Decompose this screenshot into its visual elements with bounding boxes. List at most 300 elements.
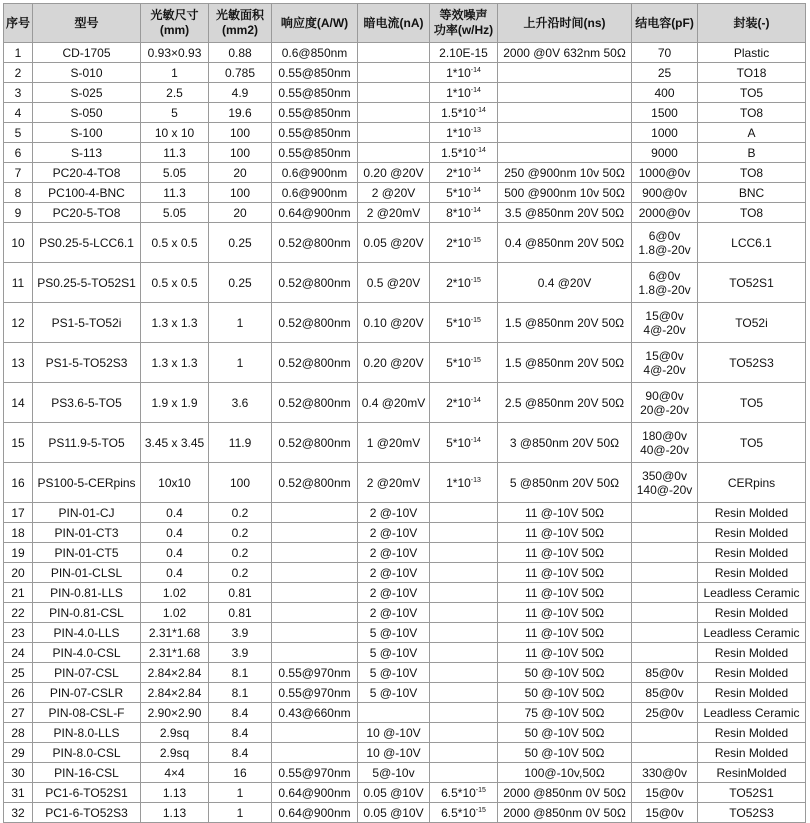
cell-cap — [632, 523, 698, 543]
cell-size: 0.93×0.93 — [141, 43, 209, 63]
header-row — [4, 4, 806, 43]
table-row — [4, 683, 806, 703]
cell-size: 0.4 — [141, 523, 209, 543]
cell-seq: 10 — [4, 223, 33, 263]
cell-model: PIN-8.0-LLS — [33, 723, 141, 743]
cell-pkg: TO8 — [698, 203, 806, 223]
cell-pkg: Resin Molded — [698, 723, 806, 743]
cell-nep — [430, 503, 498, 523]
cell-rise — [498, 143, 632, 163]
cell-rise: 75 @-10V 50Ω — [498, 703, 632, 723]
cell-size: 3.45 x 3.45 — [141, 423, 209, 463]
cell-area: 3.9 — [209, 643, 272, 663]
cell-dark — [358, 83, 430, 103]
cell-cap — [632, 743, 698, 763]
cell-pkg: TO52S1 — [698, 263, 806, 303]
table-header — [4, 4, 806, 43]
cell-size: 1 — [141, 63, 209, 83]
cell-size: 1.3 x 1.3 — [141, 303, 209, 343]
cell-cap — [632, 503, 698, 523]
cell-seq: 8 — [4, 183, 33, 203]
cell-size: 2.31*1.68 — [141, 643, 209, 663]
cell-resp: 0.6@900nm — [272, 183, 358, 203]
cell-dark: 2 @-10V — [358, 563, 430, 583]
table-row — [4, 703, 806, 723]
cell-dark: 10 @-10V — [358, 723, 430, 743]
cell-area: 100 — [209, 463, 272, 503]
cell-resp — [272, 503, 358, 523]
cell-resp: 0.64@900nm — [272, 203, 358, 223]
cell-area: 0.25 — [209, 263, 272, 303]
cell-rise: 11 @-10V 50Ω — [498, 523, 632, 543]
cell-dark: 5@-10v — [358, 763, 430, 783]
cell-nep: $2*10^{-15}$ — [430, 223, 498, 263]
cell-rise: 11 @-10V 50Ω — [498, 603, 632, 623]
column-header-seq: 序号 — [4, 4, 33, 43]
cell-model: PIN-01-CT3 — [33, 523, 141, 543]
cell-area: 1 — [209, 803, 272, 823]
cell-model: PIN-07-CSLR — [33, 683, 141, 703]
cell-cap — [632, 583, 698, 603]
cell-resp: 0.52@800nm — [272, 463, 358, 503]
cell-dark: 2 @20mV — [358, 463, 430, 503]
cell-seq: 12 — [4, 303, 33, 343]
cell-rise: 0.4 @850nm 20V 50Ω — [498, 223, 632, 263]
cell-model: PIN-4.0-LLS — [33, 623, 141, 643]
cell-dark — [358, 123, 430, 143]
cell-resp: 0.55@850nm — [272, 83, 358, 103]
cell-dark: 5 @-10V — [358, 623, 430, 643]
cell-dark: 10 @-10V — [358, 743, 430, 763]
table-row — [4, 143, 806, 163]
column-header-pkg: 封装(-) — [698, 4, 806, 43]
cell-nep: $1*10^{-14}$ — [430, 63, 498, 83]
cell-seq: 6 — [4, 143, 33, 163]
cell-resp: 0.52@800nm — [272, 343, 358, 383]
cell-cap: 85@0v — [632, 683, 698, 703]
cell-resp: 0.55@970nm — [272, 683, 358, 703]
table-row — [4, 563, 806, 583]
cell-seq: 9 — [4, 203, 33, 223]
table-row — [4, 503, 806, 523]
cell-nep: $2*10^{-14}$ — [430, 383, 498, 423]
cell-seq: 20 — [4, 563, 33, 583]
cell-dark: 5 @-10V — [358, 683, 430, 703]
cell-resp: 0.55@970nm — [272, 763, 358, 783]
cell-size: 0.5 x 0.5 — [141, 223, 209, 263]
cell-resp: 0.52@800nm — [272, 383, 358, 423]
cell-area: 0.2 — [209, 543, 272, 563]
cell-seq: 22 — [4, 603, 33, 623]
cell-rise: 50 @-10V 50Ω — [498, 723, 632, 743]
cell-nep: $1.5*10^{-14}$ — [430, 143, 498, 163]
table-row — [4, 663, 806, 683]
cell-pkg: Resin Molded — [698, 543, 806, 563]
cell-nep: $2*10^{-14}$ — [430, 163, 498, 183]
cell-dark: 0.05 @10V — [358, 783, 430, 803]
cell-rise: 3.5 @850nm 20V 50Ω — [498, 203, 632, 223]
cell-model: S-100 — [33, 123, 141, 143]
table-row — [4, 723, 806, 743]
cell-pkg: Leadless Ceramic — [698, 703, 806, 723]
table-row — [4, 83, 806, 103]
cell-dark: 5 @-10V — [358, 663, 430, 683]
cell-pkg: TO5 — [698, 383, 806, 423]
cell-pkg: A — [698, 123, 806, 143]
cell-resp: 0.43@660nm — [272, 703, 358, 723]
cell-resp: 0.55@850nm — [272, 63, 358, 83]
cell-resp — [272, 543, 358, 563]
cell-resp — [272, 623, 358, 643]
cell-rise — [498, 123, 632, 143]
cell-resp: 0.52@800nm — [272, 423, 358, 463]
cell-rise: 1.5 @850nm 20V 50Ω — [498, 303, 632, 343]
cell-pkg: TO5 — [698, 83, 806, 103]
cell-area: 100 — [209, 143, 272, 163]
cell-pkg: Resin Molded — [698, 683, 806, 703]
cell-rise: 0.4 @20V — [498, 263, 632, 303]
cell-nep — [430, 603, 498, 623]
cell-cap: 2000@0v — [632, 203, 698, 223]
table-row — [4, 123, 806, 143]
cell-rise: 2.5 @850nm 20V 50Ω — [498, 383, 632, 423]
cell-rise: 11 @-10V 50Ω — [498, 503, 632, 523]
column-header-dark: 暗电流(nA) — [358, 4, 430, 43]
cell-nep — [430, 563, 498, 583]
cell-dark: 2 @20mV — [358, 203, 430, 223]
cell-pkg: TO8 — [698, 163, 806, 183]
cell-rise: 50 @-10V 50Ω — [498, 743, 632, 763]
cell-area: 8.4 — [209, 703, 272, 723]
cell-area: 1 — [209, 303, 272, 343]
cell-dark: 0.10 @20V — [358, 303, 430, 343]
cell-cap: 25 — [632, 63, 698, 83]
cell-pkg: Plastic — [698, 43, 806, 63]
cell-area: 0.88 — [209, 43, 272, 63]
cell-cap: 6@0v 1.8@-20v — [632, 223, 698, 263]
cell-nep: $5*10^{-14}$ — [430, 183, 498, 203]
cell-size: 2.31*1.68 — [141, 623, 209, 643]
cell-nep — [430, 723, 498, 743]
cell-model: PC20-4-TO8 — [33, 163, 141, 183]
cell-nep: $1.5*10^{-14}$ — [430, 103, 498, 123]
cell-cap — [632, 643, 698, 663]
cell-pkg: Resin Molded — [698, 503, 806, 523]
cell-nep — [430, 703, 498, 723]
cell-cap — [632, 723, 698, 743]
cell-resp — [272, 723, 358, 743]
cell-model: S-050 — [33, 103, 141, 123]
cell-resp: 0.52@800nm — [272, 263, 358, 303]
cell-nep — [430, 683, 498, 703]
cell-dark: 0.05 @10V — [358, 803, 430, 823]
cell-nep: $2*10^{-15}$ — [430, 263, 498, 303]
cell-area: 20 — [209, 203, 272, 223]
table-row — [4, 623, 806, 643]
column-header-model: 型号 — [33, 4, 141, 43]
cell-size: 0.4 — [141, 563, 209, 583]
cell-model: PIN-01-CLSL — [33, 563, 141, 583]
cell-model: PIN-4.0-CSL — [33, 643, 141, 663]
table-row — [4, 43, 806, 63]
cell-cap: 350@0v 140@-20v — [632, 463, 698, 503]
cell-dark: 2 @-10V — [358, 543, 430, 563]
cell-resp — [272, 583, 358, 603]
cell-cap: 900@0v — [632, 183, 698, 203]
cell-rise: 11 @-10V 50Ω — [498, 543, 632, 563]
cell-area: 8.1 — [209, 663, 272, 683]
cell-dark: 1 @20mV — [358, 423, 430, 463]
cell-seq: 7 — [4, 163, 33, 183]
cell-area: 1 — [209, 783, 272, 803]
cell-model: PIN-01-CJ — [33, 503, 141, 523]
column-header-rise: 上升沿时间(ns) — [498, 4, 632, 43]
cell-size: 2.5 — [141, 83, 209, 103]
cell-seq: 27 — [4, 703, 33, 723]
cell-rise: 11 @-10V 50Ω — [498, 583, 632, 603]
cell-size: 1.13 — [141, 783, 209, 803]
cell-nep: $5*10^{-14}$ — [430, 423, 498, 463]
cell-model: PC1-6-TO52S1 — [33, 783, 141, 803]
cell-nep — [430, 643, 498, 663]
table-row — [4, 783, 806, 803]
cell-pkg: BNC — [698, 183, 806, 203]
cell-size: 2.9sq — [141, 743, 209, 763]
cell-area: 20 — [209, 163, 272, 183]
cell-rise — [498, 63, 632, 83]
cell-cap: 180@0v 40@-20v — [632, 423, 698, 463]
cell-pkg: Resin Molded — [698, 663, 806, 683]
cell-model: PS0.25-5-LCC6.1 — [33, 223, 141, 263]
cell-cap — [632, 563, 698, 583]
cell-cap: 1000@0v — [632, 163, 698, 183]
cell-model: PS3.6-5-TO5 — [33, 383, 141, 423]
cell-area: 8.4 — [209, 743, 272, 763]
table-row — [4, 643, 806, 663]
cell-pkg: Resin Molded — [698, 643, 806, 663]
cell-nep — [430, 743, 498, 763]
cell-seq: 4 — [4, 103, 33, 123]
cell-dark — [358, 43, 430, 63]
cell-size: 1.13 — [141, 803, 209, 823]
table-row — [4, 423, 806, 463]
cell-cap: 330@0v — [632, 763, 698, 783]
cell-seq: 30 — [4, 763, 33, 783]
cell-cap — [632, 543, 698, 563]
cell-size: 2.9sq — [141, 723, 209, 743]
cell-rise: 2000 @0V 632nm 50Ω — [498, 43, 632, 63]
cell-cap: 70 — [632, 43, 698, 63]
table-row — [4, 583, 806, 603]
cell-model: PS11.9-5-TO5 — [33, 423, 141, 463]
cell-model: S-010 — [33, 63, 141, 83]
cell-seq: 25 — [4, 663, 33, 683]
cell-model: PC100-4-BNC — [33, 183, 141, 203]
cell-cap — [632, 623, 698, 643]
cell-pkg: TO8 — [698, 103, 806, 123]
cell-resp: 0.64@900nm — [272, 783, 358, 803]
cell-area: 0.81 — [209, 603, 272, 623]
cell-rise: 11 @-10V 50Ω — [498, 643, 632, 663]
cell-size: 2.84×2.84 — [141, 683, 209, 703]
cell-rise: 50 @-10V 50Ω — [498, 663, 632, 683]
cell-model: S-025 — [33, 83, 141, 103]
table-row — [4, 223, 806, 263]
cell-seq: 16 — [4, 463, 33, 503]
cell-pkg: ResinMolded — [698, 763, 806, 783]
cell-nep: 2.10E-15 — [430, 43, 498, 63]
cell-cap — [632, 603, 698, 623]
cell-seq: 32 — [4, 803, 33, 823]
cell-cap: 90@0v 20@-20v — [632, 383, 698, 423]
cell-area: 19.6 — [209, 103, 272, 123]
cell-seq: 19 — [4, 543, 33, 563]
cell-nep: $6.5*10^{-15}$ — [430, 783, 498, 803]
cell-nep — [430, 583, 498, 603]
cell-pkg: B — [698, 143, 806, 163]
cell-nep: $8*10^{-14}$ — [430, 203, 498, 223]
cell-cap: 1500 — [632, 103, 698, 123]
cell-seq: 18 — [4, 523, 33, 543]
column-header-nep: 等效噪声 功率(w/Hz) — [430, 4, 498, 43]
cell-cap: 25@0v — [632, 703, 698, 723]
cell-model: PIN-07-CSL — [33, 663, 141, 683]
cell-model: PIN-0.81-LLS — [33, 583, 141, 603]
cell-resp — [272, 743, 358, 763]
table-row — [4, 803, 806, 823]
cell-model: PS1-5-TO52i — [33, 303, 141, 343]
cell-resp: 0.6@850nm — [272, 43, 358, 63]
cell-nep — [430, 623, 498, 643]
cell-rise: 50 @-10V 50Ω — [498, 683, 632, 703]
table-row — [4, 63, 806, 83]
table-body — [4, 43, 806, 823]
cell-dark: 5 @-10V — [358, 643, 430, 663]
cell-pkg: Leadless Ceramic — [698, 583, 806, 603]
cell-size: 5.05 — [141, 203, 209, 223]
cell-seq: 1 — [4, 43, 33, 63]
cell-area: 0.2 — [209, 523, 272, 543]
cell-model: PIN-08-CSL-F — [33, 703, 141, 723]
cell-area: 3.6 — [209, 383, 272, 423]
cell-rise: 2000 @850nm 0V 50Ω — [498, 783, 632, 803]
cell-pkg: TO52S1 — [698, 783, 806, 803]
cell-seq: 28 — [4, 723, 33, 743]
cell-cap: 9000 — [632, 143, 698, 163]
cell-model: CD-1705 — [33, 43, 141, 63]
cell-rise: 11 @-10V 50Ω — [498, 623, 632, 643]
table-row — [4, 343, 806, 383]
cell-resp: 0.64@900nm — [272, 803, 358, 823]
cell-nep: $6.5*10^{-15}$ — [430, 803, 498, 823]
cell-model: PIN-0.81-CSL — [33, 603, 141, 623]
cell-seq: 21 — [4, 583, 33, 603]
cell-resp: 0.55@850nm — [272, 103, 358, 123]
cell-pkg: Leadless Ceramic — [698, 623, 806, 643]
table-row — [4, 183, 806, 203]
cell-nep — [430, 763, 498, 783]
cell-pkg: TO52i — [698, 303, 806, 343]
cell-pkg: Resin Molded — [698, 523, 806, 543]
cell-seq: 17 — [4, 503, 33, 523]
cell-cap: 15@0v 4@-20v — [632, 303, 698, 343]
cell-dark — [358, 63, 430, 83]
cell-dark — [358, 143, 430, 163]
cell-area: 0.81 — [209, 583, 272, 603]
cell-resp — [272, 563, 358, 583]
cell-nep: $1*10^{-13}$ — [430, 463, 498, 503]
cell-size: 0.4 — [141, 543, 209, 563]
table-row — [4, 103, 806, 123]
cell-pkg: Resin Molded — [698, 603, 806, 623]
cell-cap: 1000 — [632, 123, 698, 143]
cell-size: 11.3 — [141, 183, 209, 203]
cell-model: PS0.25-5-TO52S1 — [33, 263, 141, 303]
cell-dark: 2 @-10V — [358, 523, 430, 543]
column-header-resp: 响应度(A/W) — [272, 4, 358, 43]
cell-size: 0.4 — [141, 503, 209, 523]
cell-size: 10x10 — [141, 463, 209, 503]
table-row — [4, 203, 806, 223]
cell-model: PIN-01-CT5 — [33, 543, 141, 563]
cell-model: S-113 — [33, 143, 141, 163]
table-row — [4, 743, 806, 763]
cell-nep: $5*10^{-15}$ — [430, 343, 498, 383]
cell-dark: 0.5 @20V — [358, 263, 430, 303]
cell-seq: 15 — [4, 423, 33, 463]
spec-table — [3, 3, 806, 823]
cell-size: 1.02 — [141, 583, 209, 603]
cell-seq: 11 — [4, 263, 33, 303]
cell-pkg: TO52S3 — [698, 343, 806, 383]
cell-size: 0.5 x 0.5 — [141, 263, 209, 303]
cell-area: 8.1 — [209, 683, 272, 703]
cell-area: 8.4 — [209, 723, 272, 743]
cell-rise: 5 @850nm 20V 50Ω — [498, 463, 632, 503]
cell-seq: 2 — [4, 63, 33, 83]
cell-dark: 0.05 @20V — [358, 223, 430, 263]
cell-cap: 6@0v 1.8@-20v — [632, 263, 698, 303]
table-row — [4, 163, 806, 183]
cell-seq: 31 — [4, 783, 33, 803]
cell-cap: 15@0v 4@-20v — [632, 343, 698, 383]
cell-model: PS1-5-TO52S3 — [33, 343, 141, 383]
table-row — [4, 543, 806, 563]
cell-nep — [430, 543, 498, 563]
cell-cap: 400 — [632, 83, 698, 103]
cell-resp: 0.52@800nm — [272, 303, 358, 343]
cell-nep: $1*10^{-13}$ — [430, 123, 498, 143]
cell-resp: 0.52@800nm — [272, 223, 358, 263]
cell-size: 10 x 10 — [141, 123, 209, 143]
cell-resp: 0.55@850nm — [272, 143, 358, 163]
cell-pkg: Resin Molded — [698, 743, 806, 763]
cell-seq: 14 — [4, 383, 33, 423]
cell-resp: 0.6@900nm — [272, 163, 358, 183]
cell-seq: 24 — [4, 643, 33, 663]
cell-rise: 2000 @850nm 0V 50Ω — [498, 803, 632, 823]
cell-dark — [358, 103, 430, 123]
cell-rise: 1.5 @850nm 20V 50Ω — [498, 343, 632, 383]
cell-area: 0.2 — [209, 503, 272, 523]
cell-model: PS100-5-CERpins — [33, 463, 141, 503]
cell-size: 2.84×2.84 — [141, 663, 209, 683]
cell-size: 2.90×2.90 — [141, 703, 209, 723]
cell-dark — [358, 703, 430, 723]
cell-pkg: LCC6.1 — [698, 223, 806, 263]
cell-resp — [272, 603, 358, 623]
cell-nep: $1*10^{-14}$ — [430, 83, 498, 103]
